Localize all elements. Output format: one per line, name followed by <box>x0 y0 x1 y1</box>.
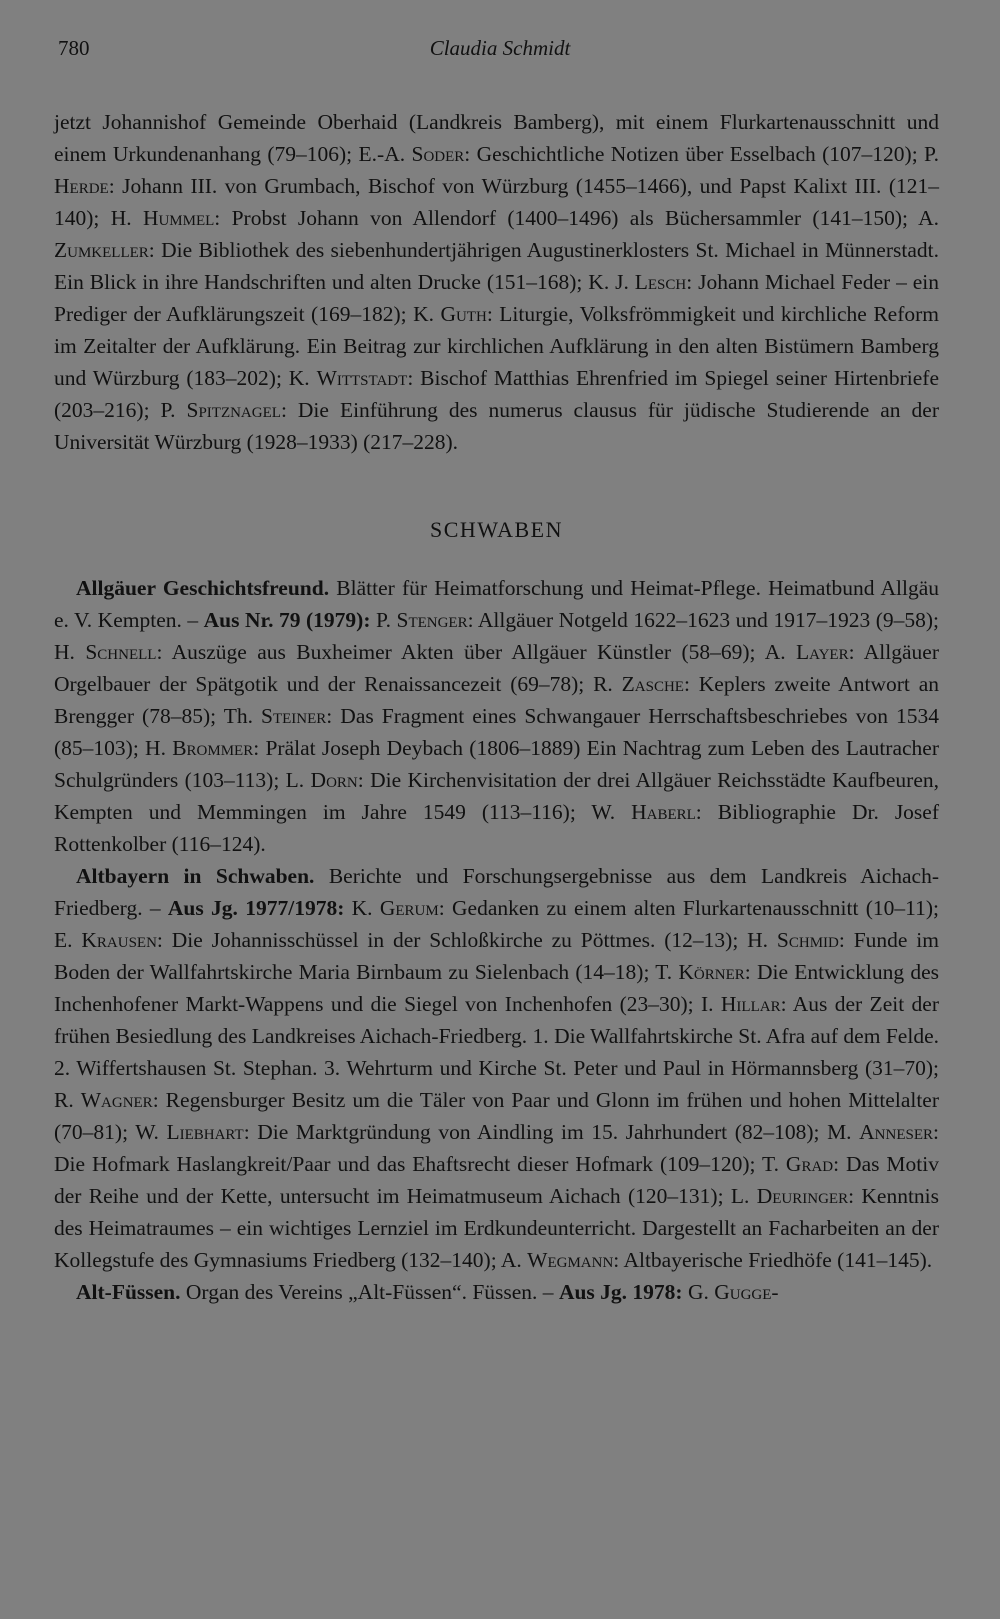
text-run: : Liturgie, Volksfrömmigkeit und kirchliche Reform im Zeitalter der Aufklärung. Ein Beitrag zur kirchlichen Aufklärung in den alten Bistümern Bamberg und Würzburg (183–202); K. <box>54 302 939 390</box>
author-name: Wagner <box>80 1088 153 1112</box>
text-run: : Johann III. von Grumbach, Bischof von Würzburg (1455–1466), und Papst Kalixt III. (121–140); H. <box>54 174 939 230</box>
author-name: Gerum <box>379 896 439 920</box>
text-run: : Die Hofmark Haslangkreit/Paar und das Ehaftsrecht dieser Hofmark (109–120); T. <box>54 1120 939 1176</box>
text-run: : Probst Johann von Allendorf (1400–1496) als Büchersammler (141–150); A. <box>214 206 939 230</box>
author-name: Spitznagel <box>186 398 281 422</box>
text-run: : Kenntnis des Heimatraumes – ein wichtiges Lernziel im Erdkundeunterricht. Dargestellt an Facharbeiten an der Kollegstufe des Gymnasiums Friedberg (132–140); A. <box>54 1184 940 1272</box>
text-run: : Die Einführung des numerus clausus für jüdische Studierende an der Universität Würzburg (1928–1933) (217–228). <box>54 398 939 454</box>
bold-title: Aus Nr. 79 (1979): <box>203 608 371 632</box>
text-run: : Aus der Zeit der frühen Besiedlung des Landkreises Aichach-Friedberg. 1. Die Wallfahrtskirche St. Afra auf dem Felde. 2. Wiffertshausen St. Stephan. 3. Wehrturm und Kirche St. Peter und Paul in Hörmannsberg (31–70); R. <box>54 992 939 1112</box>
author-name: Anneser <box>859 1120 933 1144</box>
text-run: : Die Kirchenvisitation der drei Allgäuer Reichsstädte Kaufbeuren, Kempten und Memmingen im Jahre 1549 (113–116); W. <box>54 768 939 824</box>
text-run: jetzt Johannishof Gemeinde Oberhaid (Landkreis Bamberg), mit einem Flurkartenausschnitt und einem Urkundenanhang (79–106); E.-A. <box>54 110 939 166</box>
author-name: Schmid <box>776 928 839 952</box>
author-name: Liebhart <box>166 1120 244 1144</box>
text-run: : Gedanken zu einem alten Flurkartenausschnitt (10–11); E. <box>54 896 940 952</box>
bibliography-entries <box>54 572 939 1308</box>
bold-title: Alt-Füssen. <box>76 1280 181 1304</box>
author-name: Layer <box>796 640 849 664</box>
author-name: Dorn <box>310 768 358 792</box>
entry-alt-fuessen <box>54 1276 939 1308</box>
text-run: : Regensburger Besitz um die Täler von Paar und Glonn im frühen und hohen Mittelalter (70–81); W. <box>54 1088 940 1144</box>
author-name: Stenger <box>396 608 468 632</box>
text-run: Blätter für Heimatforschung und Heimat-Pflege. Heimatbund Allgäu e. V. Kempten. – <box>54 576 939 632</box>
text-run: Organ des Vereins „Alt-Füssen“. Füssen. – <box>180 1280 559 1304</box>
bold-title: Aus Jg. 1978: <box>558 1280 683 1304</box>
text-run: : Die Marktgründung von Aindling im 15. Jahrhundert (82–108); M. <box>243 1120 860 1144</box>
continuation-paragraph <box>54 106 939 458</box>
text-run: : Funde im Boden der Wallfahrtskirche Maria Birnbaum zu Sielenbach (14–18); T. <box>54 928 940 984</box>
author-name: Zasche <box>621 672 684 696</box>
author-name: Hummel <box>142 206 215 230</box>
text-run: K. <box>344 896 380 920</box>
author-name: Deuringer <box>756 1184 849 1208</box>
author-name: Krausen <box>81 928 157 952</box>
text-run: : Das Motiv der Reihe und der Kette, untersucht im Heimatmuseum Aichach (120–131); L. <box>54 1152 939 1208</box>
text-run: : Die Johannisschüssel in der Schloßkirche zu Pöttmes. (12–13); H. <box>156 928 777 952</box>
text-run: : Das Fragment eines Schwangauer Herrschaftsbeschriebes von 1534 (85–103); H. <box>54 704 939 760</box>
text-run: : Die Bibliothek des siebenhundertjährigen Augustinerklosters St. Michael in Münnerstadt. Ein Blick in ihre Handschriften und alten Drucke (151–168); K. J. <box>54 238 939 294</box>
text-run: : Johann Michael Feder – ein Prediger der Aufklärungszeit (169–182); K. <box>54 270 939 326</box>
text-run: : Allgäuer Orgelbauer der Spätgotik und der Renaissancezeit (69–78); R. <box>54 640 939 696</box>
author-name: Gugge- <box>714 1280 779 1304</box>
bold-title: Allgäuer Geschichtsfreund. <box>76 576 330 600</box>
entry-altbayern-in-schwaben <box>54 860 939 1276</box>
text-run: : Geschichtliche Notizen über Esselbach (107–120); P. <box>464 142 939 166</box>
page-header <box>58 36 942 70</box>
text-run: : Altbayerische Friedhöfe (141–145). <box>613 1248 933 1272</box>
author-name: Steiner <box>261 704 327 728</box>
text-run: : Bischof Matthias Ehrenfried im Spiegel seiner Hirtenbriefe (203–216); P. <box>54 366 940 422</box>
author-name: Lesch <box>634 270 687 294</box>
author-name: Grad <box>785 1152 834 1176</box>
bold-title: Altbayern in Schwaben. <box>76 864 315 888</box>
author-name: Guth <box>440 302 487 326</box>
text-run: P. <box>370 608 397 632</box>
running-head: Claudia Schmidt <box>429 36 571 60</box>
page-number: 780 <box>58 36 90 60</box>
author-name: Brommer <box>172 736 254 760</box>
author-name: Wegmann <box>527 1248 614 1272</box>
entry-allgaeuer-geschichtsfreund <box>54 572 939 860</box>
page-content <box>54 106 939 1308</box>
text-run: : Bibliographie Dr. Josef Rottenkolber (116–124). <box>54 800 940 856</box>
author-name: Herde <box>54 174 109 198</box>
text-run: G. <box>682 1280 715 1304</box>
text-run: Berichte und Forschungsergebnisse aus dem Landkreis Aichach-Friedberg. – <box>54 864 939 920</box>
bold-title: Aus Jg. 1977/1978: <box>167 896 345 920</box>
author-name: Zumkeller <box>54 238 149 262</box>
section-heading: SCHWABEN <box>429 517 563 542</box>
text-run: : Prälat Joseph Deybach (1806–1889) Ein Nachtrag zum Leben des Lautracher Schulgründers (103–113); L. <box>54 736 939 792</box>
author-name: Soder <box>411 142 465 166</box>
author-name: Haberl <box>631 800 696 824</box>
author-name: Hillar <box>720 992 781 1016</box>
text-run: : Keplers zweite Antwort an Brengger (78–85); Th. <box>54 672 940 728</box>
text-run: : Allgäuer Notgeld 1622–1623 und 1917–1923 (9–58); H. <box>54 608 939 664</box>
author-name: Körner <box>678 960 745 984</box>
author-name: Wittstadt <box>316 366 408 390</box>
text-run: : Die Entwicklung des Inchenhofener Markt-Wappens und die Siegel von Inchenhofen (23–30); I. <box>54 960 939 1016</box>
author-name: Schnell <box>85 640 157 664</box>
text-run: : Auszüge aus Buxheimer Akten über Allgäuer Künstler (58–69); A. <box>156 640 796 664</box>
